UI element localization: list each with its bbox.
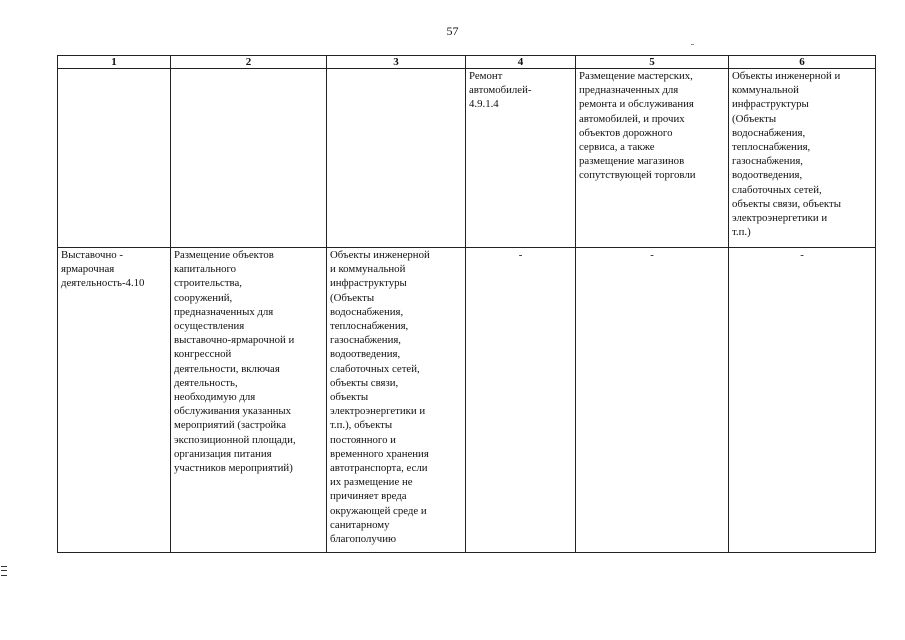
table-cell: - xyxy=(576,248,729,553)
table-header-row xyxy=(58,56,876,69)
column-header-2: 2 xyxy=(171,56,327,69)
margin-mark xyxy=(1,566,7,576)
table-cell: - xyxy=(729,248,876,553)
table-cell: Выставочно - ярмарочная деятельность-4.10 xyxy=(58,248,171,553)
zoning-table xyxy=(57,55,876,553)
table-cell xyxy=(171,69,327,248)
table-cell: Размещение объектов капитального строительства, сооружений, предназначенных для осуществления выставочно-ярмарочной и конгрессной деятельности, включая деятельность, необходимую для обслуживания указанных мероприятий (застройка экспозиционной площади, организация питания участников мероприятий) xyxy=(171,248,327,553)
table-cell xyxy=(58,69,171,248)
table-row xyxy=(58,248,876,553)
column-header-4: 4 xyxy=(466,56,576,69)
table-cell: Размещение мастерских, предназначенных для ремонта и обслуживания автомобилей, и прочих объектов дорожного сервиса, а также размещение магазинов сопутствующей торговли xyxy=(576,69,729,248)
scan-speck xyxy=(691,44,694,45)
table-cell: - xyxy=(466,248,576,553)
column-header-1: 1 xyxy=(58,56,171,69)
table-cell: Объекты инженерной и коммунальной инфраструктуры (Объекты водоснабжения, теплоснабжения, газоснабжения, водоотведения, слаботочных сетей, объекты связи, объекты электроэнергетики и т.п.) xyxy=(729,69,876,248)
table-row xyxy=(58,69,876,248)
column-header-3: 3 xyxy=(327,56,466,69)
column-header-6: 6 xyxy=(729,56,876,69)
table-cell xyxy=(327,69,466,248)
column-header-5: 5 xyxy=(576,56,729,69)
table-cell: Объекты инженерной и коммунальной инфраструктуры (Объекты водоснабжения, теплоснабжения, газоснабжения, водоотведения, слаботочных сетей, объекты связи, объекты электроэнергетики и т.п.), объекты постоянного и временного хранения автотранспорта, если их размещение не причиняет вреда окружающей среде и санитарному благополучию xyxy=(327,248,466,553)
table-cell: Ремонт автомобилей- 4.9.1.4 xyxy=(466,69,576,248)
page-number: 57 xyxy=(446,24,459,38)
